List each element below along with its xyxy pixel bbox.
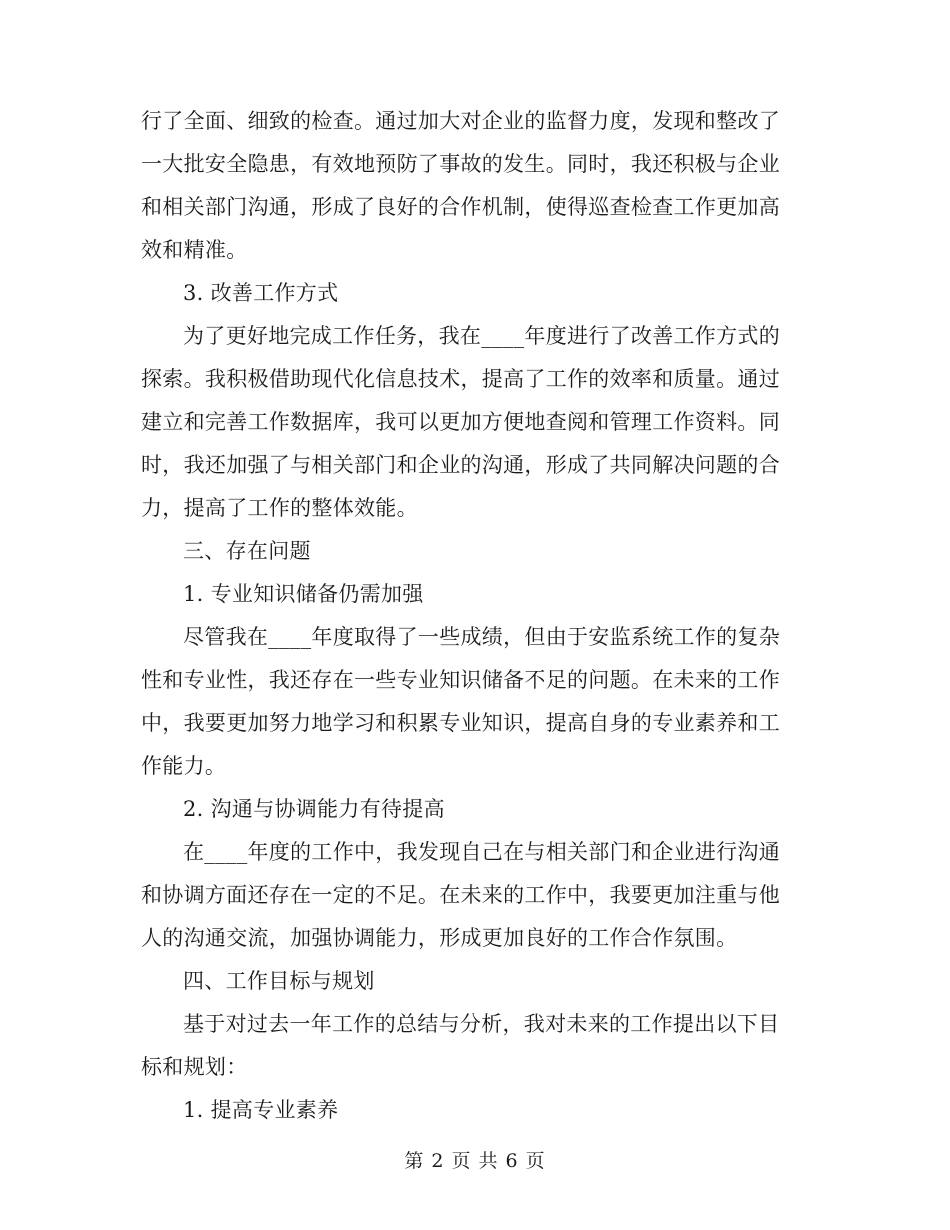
paragraph-line: 和协调方面还存在一定的不足。在未来的工作中，我要更加注重与他 [141, 883, 780, 907]
paragraph-line: 标和规划： [141, 1055, 248, 1079]
document-body [141, 100, 811, 1132]
paragraph-line: 性和专业性，我还存在一些专业知识储备不足的问题。在未来的工作 [141, 668, 780, 692]
paragraph-line: 和相关部门沟通，形成了良好的合作机制，使得巡查检查工作更加高 [141, 195, 780, 219]
section-heading: 1. 提高专业素养 [183, 1098, 339, 1122]
paragraph-line: 一大批安全隐患，有效地预防了事故的发生。同时，我还积极与企业 [141, 152, 780, 176]
paragraph-line: 中，我要更加努力地学习和积累专业知识，提高自身的专业素养和工 [141, 711, 780, 735]
paragraph-line: 基于对过去一年工作的总结与分析，我对未来的工作提出以下目 [183, 1012, 780, 1036]
section-heading: 2. 沟通与协调能力有待提高 [183, 797, 445, 821]
paragraph-line: 探索。我积极借助现代化信息技术，提高了工作的效率和质量。通过 [141, 367, 780, 391]
paragraph-line: 行了全面、细致的检查。通过加大对企业的监督力度，发现和整改了 [141, 109, 780, 133]
section-heading: 1. 专业知识储备仍需加强 [183, 582, 424, 606]
page-number-footer: 第 2 页 共 6 页 [404, 1150, 546, 1172]
paragraph-line: 作能力。 [141, 754, 227, 778]
paragraph-line: 力，提高了工作的整体效能。 [141, 496, 418, 520]
section-heading: 3. 改善工作方式 [183, 281, 339, 305]
paragraph-line: 尽管我在____年度取得了一些成绩，但由于安监系统工作的复杂 [183, 625, 780, 649]
section-heading: 三、存在问题 [183, 539, 311, 563]
paragraph-line: 时，我还加强了与相关部门和企业的沟通，形成了共同解决问题的合 [141, 453, 780, 477]
paragraph-line: 效和精准。 [141, 238, 248, 262]
paragraph-line: 建立和完善工作数据库，我可以更加方便地查阅和管理工作资料。同 [141, 410, 780, 434]
section-heading: 四、工作目标与规划 [183, 969, 375, 993]
paragraph-line: 人的沟通交流，加强协调能力，形成更加良好的工作合作氛围。 [141, 926, 738, 950]
paragraph-line: 在____年度的工作中，我发现自己在与相关部门和企业进行沟通 [183, 840, 780, 864]
paragraph-line: 为了更好地完成工作任务，我在____年度进行了改善工作方式的 [183, 324, 780, 348]
